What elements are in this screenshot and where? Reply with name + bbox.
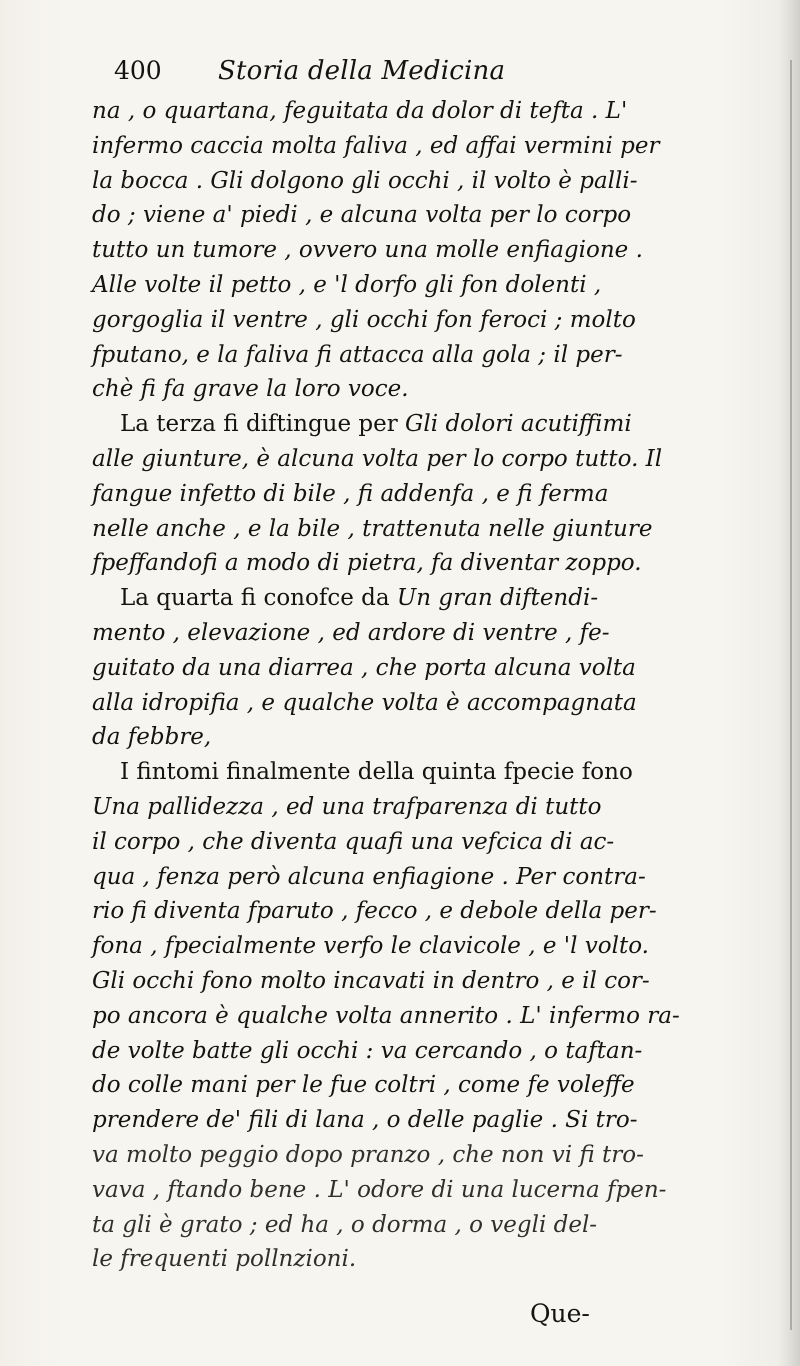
paragraph-line: Gli occhi fono molto incavati in dentro , e il cor-: [92, 967, 650, 994]
page-edge-shadow: [778, 0, 800, 1366]
text-line: chè fi fa grave la loro voce.: [92, 376, 409, 403]
paragraph-line: po ancora è qualche volta annerito . L' infermo ra-: [92, 1002, 680, 1029]
text-line: la bocca . Gli dolgono gli occhi , il volto è palli-: [92, 167, 638, 194]
paragraph-line: qua , fenza però alcuna enfiagione . Per contra-: [92, 863, 646, 890]
text-line: infermo caccia molta faliva , ed affai vermini per: [92, 132, 660, 159]
text-line: Alle volte il petto , e 'l dorfo gli fon dolenti ,: [92, 271, 602, 298]
italic-text: Gli dolori acutiffimi: [405, 411, 632, 438]
paragraph-line: nelle anche , e la bile , trattenuta nelle giunture: [92, 515, 653, 542]
paragraph-line: da febbre,: [92, 724, 212, 751]
paragraph-line: alle giunture, è alcuna volta per lo corpo tutto. Il: [92, 445, 663, 472]
text-line: fputano, e la faliva fi attacca alla gola ; il per-: [92, 341, 623, 368]
paragraph-line: [92, 581, 732, 616]
paragraph-line: fangue infetto di bile , fi addenfa , e fi ferma: [92, 480, 609, 507]
running-head: [92, 56, 732, 88]
paragraph-line: le frequenti pollnzioni.: [92, 1246, 357, 1273]
text-line: do ; viene a' piedi , e alcuna volta per lo corpo: [92, 202, 632, 229]
paragraph-line: il corpo , che diventa quafi una vefcica di ac-: [92, 828, 615, 855]
roman-text: La terza fi diftingue per: [120, 411, 406, 438]
paragraph-line: de volte batte gli occhi : va cercando , o taftan-: [92, 1037, 643, 1064]
text-line: gorgoglia il ventre , gli occhi fon feroci ; molto: [92, 306, 636, 333]
page-right-rule: [790, 60, 792, 1330]
catchword: Que-: [530, 1299, 590, 1328]
running-title: Storia della Medicina: [218, 56, 506, 86]
paragraph-line: [92, 407, 732, 442]
text-line: na , o quartana, feguitata da dolor di tefta . L': [92, 98, 628, 124]
paragraph-line: guitato da una diarrea , che porta alcuna volta: [92, 654, 636, 681]
italic-text: Un gran diftendi-: [396, 585, 599, 612]
paragraph-line: vava , ftando bene . L' odore di una lucerna fpen-: [92, 1176, 667, 1203]
text-line: tutto un tumore , ovvero una molle enfiagione .: [92, 237, 643, 264]
page-number: 400: [114, 56, 162, 85]
paragraph-line: rio fi diventa fparuto , fecco , e debole della per-: [92, 898, 657, 925]
paragraph-line: alla idropifia , e qualche volta è accompagnata: [92, 689, 637, 716]
page-content: [92, 56, 732, 1277]
paragraph-line: fona , fpecialmente verfo le clavicole , e 'l volto.: [92, 933, 649, 960]
body-text: [92, 94, 732, 1277]
paragraph-line: prendere de' fili di lana , o delle paglie . Si tro-: [92, 1107, 638, 1134]
paragraph-line: ta gli è grato ; ed ha , o dorma , o vegli del-: [92, 1211, 598, 1238]
paragraph-line: mento , elevazione , ed ardore di ventre , fe-: [92, 619, 610, 646]
paragraph-line: I fintomi finalmente della quinta fpecie fono: [120, 759, 633, 786]
paragraph-line: Una pallidezza , ed una trafparenza di tutto: [92, 793, 602, 820]
paragraph-line: fpeffandofi a modo di pietra, fa diventar zoppo.: [92, 550, 642, 577]
paragraph-line: va molto peggio dopo pranzo , che non vi fi tro-: [92, 1141, 644, 1168]
roman-text: La quarta fi conofce da: [120, 585, 397, 612]
paragraph-line: do colle mani per le fue coltri , come fe voleffe: [92, 1072, 635, 1099]
